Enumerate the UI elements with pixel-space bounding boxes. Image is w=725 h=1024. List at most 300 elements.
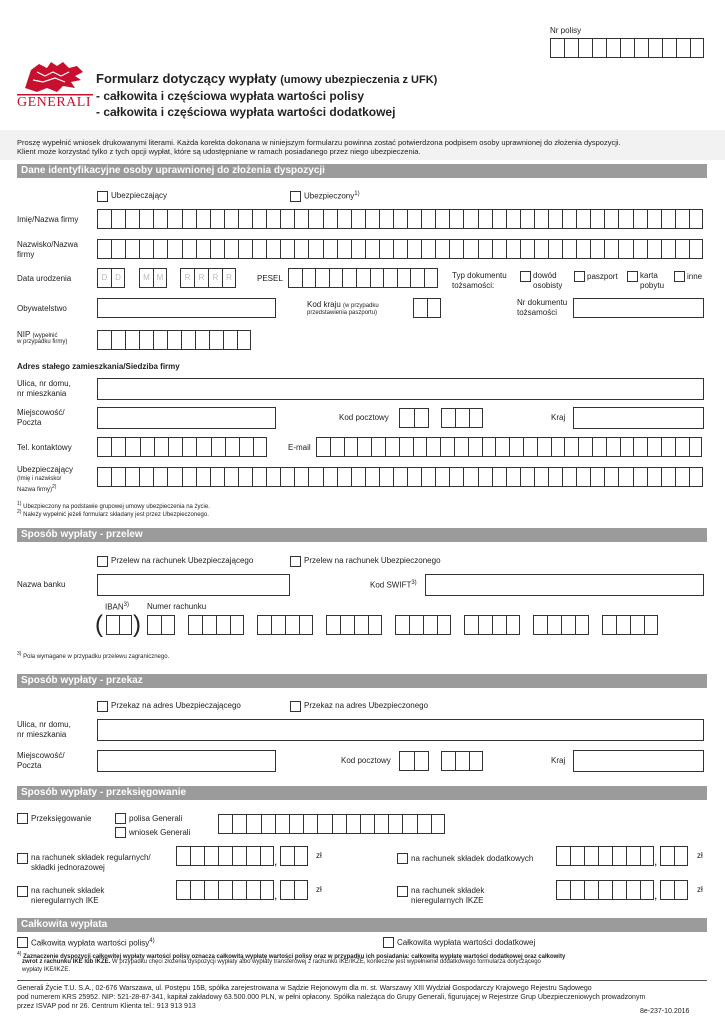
przekaz-ulica-field[interactable]	[97, 719, 704, 741]
cell[interactable]	[463, 239, 477, 259]
cell[interactable]	[351, 209, 365, 229]
account-group-8[interactable]	[602, 615, 658, 635]
cell[interactable]	[604, 467, 618, 487]
cell[interactable]	[323, 209, 337, 229]
cell[interactable]	[427, 298, 441, 318]
cell[interactable]	[602, 615, 616, 635]
account-group-1[interactable]	[147, 615, 175, 635]
kraj-field[interactable]	[573, 407, 704, 429]
cell[interactable]	[224, 239, 238, 259]
birth-year-field[interactable]: R R R R	[180, 268, 236, 288]
cell[interactable]	[449, 467, 463, 487]
cell[interactable]	[225, 437, 239, 457]
cell[interactable]	[374, 814, 388, 834]
cell[interactable]	[238, 239, 252, 259]
cell[interactable]	[407, 209, 421, 229]
cell[interactable]	[302, 268, 316, 288]
kod-swift-field[interactable]	[425, 574, 704, 596]
account-group-7[interactable]	[533, 615, 589, 635]
cell[interactable]	[562, 209, 576, 229]
cell[interactable]	[423, 615, 437, 635]
cell[interactable]	[556, 846, 570, 866]
cell[interactable]	[455, 408, 469, 428]
cell[interactable]	[413, 298, 427, 318]
cell[interactable]	[520, 467, 534, 487]
cell[interactable]	[351, 239, 365, 259]
cell[interactable]	[548, 239, 562, 259]
cell[interactable]	[689, 209, 703, 229]
cell[interactable]	[253, 437, 267, 457]
cell[interactable]	[534, 209, 548, 229]
cell[interactable]	[441, 408, 455, 428]
birth-month-field[interactable]: M M	[139, 268, 167, 288]
cell[interactable]	[230, 615, 244, 635]
cell[interactable]	[492, 467, 506, 487]
cell[interactable]	[238, 467, 252, 487]
cell[interactable]	[176, 846, 190, 866]
cell[interactable]	[299, 615, 313, 635]
cell[interactable]	[294, 239, 308, 259]
cell[interactable]	[360, 814, 374, 834]
cell[interactable]	[550, 38, 564, 58]
cell[interactable]	[440, 437, 454, 457]
cell[interactable]	[125, 239, 139, 259]
cell[interactable]	[342, 268, 356, 288]
cell[interactable]	[252, 239, 266, 259]
cell[interactable]	[97, 437, 111, 457]
cell[interactable]	[365, 239, 379, 259]
cell[interactable]	[147, 615, 161, 635]
cell[interactable]	[469, 751, 483, 771]
cell[interactable]	[612, 846, 626, 866]
cell[interactable]	[648, 38, 662, 58]
cell[interactable]	[139, 209, 153, 229]
przeksiegowanie-checkbox[interactable]	[17, 813, 28, 824]
cell[interactable]	[266, 467, 280, 487]
cell[interactable]	[578, 38, 592, 58]
cell[interactable]	[190, 846, 204, 866]
cell[interactable]	[570, 880, 584, 900]
cell[interactable]	[393, 239, 407, 259]
cell[interactable]	[329, 268, 343, 288]
cell[interactable]	[564, 437, 578, 457]
karta-pobytu-checkbox[interactable]	[627, 271, 638, 282]
cell[interactable]	[399, 751, 414, 771]
cell[interactable]	[533, 615, 547, 635]
cell[interactable]	[620, 38, 634, 58]
cell[interactable]	[204, 846, 218, 866]
cell[interactable]	[618, 467, 632, 487]
cell[interactable]	[218, 814, 232, 834]
cell[interactable]	[246, 880, 260, 900]
cell[interactable]	[661, 467, 675, 487]
cell[interactable]	[395, 615, 409, 635]
cell[interactable]	[576, 467, 590, 487]
dowod-checkbox[interactable]	[520, 271, 531, 282]
cell[interactable]	[660, 846, 674, 866]
policy-number-field[interactable]	[550, 38, 704, 58]
cell[interactable]	[294, 209, 308, 229]
cell[interactable]	[280, 467, 294, 487]
cell[interactable]	[315, 268, 329, 288]
calkowita-polisy-checkbox[interactable]	[17, 937, 28, 948]
cell[interactable]	[346, 814, 360, 834]
cell[interactable]	[125, 437, 139, 457]
cell[interactable]	[520, 209, 534, 229]
cell[interactable]	[564, 38, 578, 58]
cell[interactable]	[570, 846, 584, 866]
cell[interactable]	[548, 467, 562, 487]
iban-field[interactable]	[106, 615, 132, 635]
cell[interactable]	[506, 209, 520, 229]
cell[interactable]	[210, 209, 224, 229]
miejscowosc-field[interactable]	[97, 407, 276, 429]
cell[interactable]	[633, 467, 647, 487]
cell[interactable]	[604, 239, 618, 259]
cell[interactable]	[547, 615, 561, 635]
cell[interactable]	[294, 846, 308, 866]
cell[interactable]	[592, 437, 606, 457]
cell[interactable]	[211, 437, 225, 457]
przekaz-kod-1[interactable]	[399, 751, 429, 771]
cell[interactable]	[548, 209, 562, 229]
cell[interactable]	[280, 209, 294, 229]
cell[interactable]	[379, 209, 393, 229]
cell[interactable]	[280, 846, 294, 866]
cell[interactable]	[97, 330, 111, 350]
cell[interactable]	[182, 437, 196, 457]
cell[interactable]	[337, 209, 351, 229]
cell[interactable]	[689, 467, 703, 487]
cell[interactable]	[332, 814, 346, 834]
cell[interactable]	[218, 846, 232, 866]
cell[interactable]	[252, 467, 266, 487]
cell[interactable]	[556, 880, 570, 900]
pesel-field[interactable]	[288, 268, 438, 288]
cell[interactable]	[153, 209, 167, 229]
cell[interactable]	[330, 437, 344, 457]
cell[interactable]	[354, 615, 368, 635]
cell[interactable]	[454, 437, 468, 457]
cell[interactable]	[288, 268, 302, 288]
cell[interactable]	[689, 437, 703, 457]
dodatkowe-grosze[interactable]	[660, 846, 688, 866]
cell[interactable]	[167, 209, 181, 229]
przelew-ubezpieczony-checkbox[interactable]	[290, 556, 301, 567]
cell[interactable]	[441, 751, 455, 771]
cell[interactable]	[153, 330, 167, 350]
cell[interactable]	[520, 239, 534, 259]
cell[interactable]	[413, 437, 427, 457]
cell[interactable]	[125, 330, 139, 350]
cell[interactable]	[323, 239, 337, 259]
cell[interactable]	[365, 209, 379, 229]
cell[interactable]	[551, 437, 565, 457]
cell[interactable]	[224, 467, 238, 487]
cell[interactable]	[561, 615, 575, 635]
ubezpieczony-checkbox[interactable]	[290, 191, 301, 202]
cell[interactable]	[630, 615, 644, 635]
cell[interactable]	[181, 330, 195, 350]
cell[interactable]	[431, 814, 445, 834]
cell[interactable]	[590, 239, 604, 259]
przekaz-ubezpieczajacy-checkbox[interactable]	[97, 701, 108, 712]
cell[interactable]	[690, 38, 704, 58]
cell[interactable]	[534, 467, 548, 487]
cell[interactable]	[388, 814, 402, 834]
cell[interactable]	[167, 330, 181, 350]
kod-pocztowy-2[interactable]	[441, 408, 483, 428]
przekaz-miejscowosc-field[interactable]	[97, 750, 276, 772]
kod-kraju-field[interactable]	[413, 298, 441, 318]
account-group-6[interactable]	[464, 615, 520, 635]
cell[interactable]	[266, 209, 280, 229]
cell[interactable]	[409, 615, 423, 635]
cell[interactable]	[106, 615, 119, 635]
cell[interactable]	[399, 437, 413, 457]
cell[interactable]	[365, 467, 379, 487]
regularne-grosze[interactable]	[280, 846, 308, 866]
cell[interactable]	[618, 239, 632, 259]
wniosek-generali-checkbox[interactable]	[115, 827, 126, 838]
cell[interactable]	[675, 467, 689, 487]
cell[interactable]	[218, 880, 232, 900]
cell[interactable]	[421, 467, 435, 487]
cell[interactable]	[455, 751, 469, 771]
cell[interactable]	[562, 239, 576, 259]
cell[interactable]	[647, 467, 661, 487]
cell[interactable]	[223, 330, 237, 350]
cell[interactable]	[584, 880, 598, 900]
cell[interactable]	[592, 38, 606, 58]
cell[interactable]	[196, 239, 210, 259]
cell[interactable]	[647, 209, 661, 229]
cell[interactable]	[238, 209, 252, 229]
cell[interactable]	[661, 209, 675, 229]
cell[interactable]	[210, 239, 224, 259]
cell[interactable]	[393, 467, 407, 487]
cell[interactable]	[523, 437, 537, 457]
cell[interactable]	[437, 615, 451, 635]
cell[interactable]	[232, 814, 246, 834]
cell[interactable]	[616, 615, 630, 635]
cell[interactable]	[640, 846, 654, 866]
cell[interactable]	[674, 846, 688, 866]
paszport-checkbox[interactable]	[574, 271, 585, 282]
obywatelstwo-field[interactable]	[97, 298, 276, 318]
cell[interactable]	[469, 408, 483, 428]
cell[interactable]	[661, 437, 675, 457]
cell[interactable]	[239, 437, 253, 457]
cell[interactable]	[266, 239, 280, 259]
cell[interactable]	[634, 38, 648, 58]
cell[interactable]	[604, 209, 618, 229]
cell[interactable]	[252, 209, 266, 229]
cell[interactable]	[407, 239, 421, 259]
cell[interactable]	[271, 615, 285, 635]
cell[interactable]	[261, 814, 275, 834]
cell[interactable]	[606, 437, 620, 457]
cell[interactable]	[190, 880, 204, 900]
cell[interactable]	[224, 209, 238, 229]
account-group-5[interactable]	[395, 615, 451, 635]
cell[interactable]	[463, 209, 477, 229]
ikze-grosze[interactable]	[660, 880, 688, 900]
cell[interactable]	[640, 880, 654, 900]
cell[interactable]	[449, 239, 463, 259]
cell[interactable]	[379, 239, 393, 259]
cell[interactable]	[478, 209, 492, 229]
cell[interactable]	[167, 239, 181, 259]
cell[interactable]	[280, 880, 294, 900]
cell[interactable]	[303, 814, 317, 834]
cell[interactable]	[662, 38, 676, 58]
cell[interactable]	[449, 209, 463, 229]
cell[interactable]	[294, 880, 308, 900]
nip-field[interactable]	[97, 330, 251, 350]
cell[interactable]	[97, 467, 111, 487]
inne-checkbox[interactable]	[674, 271, 685, 282]
account-group-2[interactable]	[188, 615, 244, 635]
cell[interactable]	[414, 751, 429, 771]
cell[interactable]	[260, 880, 274, 900]
dodatkowe-amount[interactable]	[556, 846, 654, 866]
cell[interactable]	[468, 437, 482, 457]
cell[interactable]	[357, 437, 371, 457]
cell[interactable]	[356, 268, 370, 288]
cell[interactable]	[492, 239, 506, 259]
cell[interactable]	[317, 814, 331, 834]
cell[interactable]	[633, 239, 647, 259]
cell[interactable]	[660, 880, 674, 900]
cell[interactable]	[689, 239, 703, 259]
cell[interactable]	[246, 846, 260, 866]
cell[interactable]	[537, 437, 551, 457]
cell[interactable]	[316, 437, 330, 457]
cell[interactable]	[176, 880, 190, 900]
cell[interactable]	[168, 437, 182, 457]
cell[interactable]	[426, 437, 440, 457]
cell[interactable]	[344, 437, 358, 457]
cell[interactable]	[675, 209, 689, 229]
ike-amount[interactable]	[176, 880, 274, 900]
cell[interactable]	[209, 330, 223, 350]
cell[interactable]	[661, 239, 675, 259]
cell[interactable]	[633, 437, 647, 457]
cell[interactable]	[393, 209, 407, 229]
cell[interactable]	[620, 437, 634, 457]
cell[interactable]	[626, 846, 640, 866]
cell[interactable]	[139, 330, 153, 350]
nazwisko-field[interactable]	[97, 239, 703, 259]
cell[interactable]	[402, 814, 416, 834]
cell[interactable]	[647, 437, 661, 457]
cell[interactable]	[232, 880, 246, 900]
cell[interactable]	[463, 467, 477, 487]
calkowita-dodatkowej-checkbox[interactable]	[383, 937, 394, 948]
cell[interactable]	[482, 437, 496, 457]
cell[interactable]	[590, 467, 604, 487]
cell[interactable]	[125, 467, 139, 487]
cell[interactable]	[294, 467, 308, 487]
cell[interactable]	[506, 615, 520, 635]
cell[interactable]	[383, 268, 397, 288]
cell[interactable]	[464, 615, 478, 635]
cell[interactable]	[562, 467, 576, 487]
account-group-3[interactable]	[257, 615, 313, 635]
cell[interactable]	[308, 239, 322, 259]
cell[interactable]	[492, 615, 506, 635]
cell[interactable]	[351, 467, 365, 487]
cell[interactable]	[397, 268, 411, 288]
cell[interactable]	[612, 880, 626, 900]
ulica-field[interactable]	[97, 378, 704, 400]
cell[interactable]	[154, 437, 168, 457]
cell[interactable]	[421, 239, 435, 259]
birth-day-field[interactable]: D D	[97, 268, 125, 288]
cell[interactable]	[195, 330, 209, 350]
cell[interactable]	[140, 437, 154, 457]
cell[interactable]	[323, 467, 337, 487]
cell[interactable]	[676, 38, 690, 58]
cell[interactable]	[495, 437, 509, 457]
cell[interactable]	[370, 268, 384, 288]
kod-pocztowy-1[interactable]	[399, 408, 429, 428]
cell[interactable]	[196, 209, 210, 229]
cell[interactable]	[421, 209, 435, 229]
cell[interactable]	[188, 615, 202, 635]
cell[interactable]	[125, 209, 139, 229]
cell[interactable]	[111, 209, 125, 229]
cell[interactable]	[257, 615, 271, 635]
cell[interactable]	[598, 846, 612, 866]
cell[interactable]	[285, 615, 299, 635]
przekaz-kod-2[interactable]	[441, 751, 483, 771]
cell[interactable]	[182, 209, 196, 229]
cell[interactable]	[111, 467, 125, 487]
cell[interactable]	[337, 239, 351, 259]
cell[interactable]	[626, 880, 640, 900]
przekaz-kraj-field[interactable]	[573, 750, 704, 772]
cell[interactable]	[210, 467, 224, 487]
cell[interactable]	[161, 615, 175, 635]
tel-field[interactable]	[97, 437, 267, 457]
cell[interactable]	[674, 880, 688, 900]
cell[interactable]	[576, 209, 590, 229]
cell[interactable]	[435, 467, 449, 487]
cell[interactable]	[368, 615, 382, 635]
nazwa-banku-field[interactable]	[97, 574, 290, 596]
cell[interactable]	[202, 615, 216, 635]
cell[interactable]	[280, 239, 294, 259]
ubezpieczajacy-checkbox[interactable]	[97, 191, 108, 202]
cell[interactable]	[139, 239, 153, 259]
cell[interactable]	[575, 615, 589, 635]
cell[interactable]	[196, 437, 210, 457]
cell[interactable]	[275, 814, 289, 834]
cell[interactable]	[182, 239, 196, 259]
cell[interactable]	[478, 239, 492, 259]
przekaz-ubezpieczony-checkbox[interactable]	[290, 701, 301, 712]
cell[interactable]	[119, 615, 132, 635]
dodatkowe-checkbox[interactable]	[397, 853, 408, 864]
nr-dokumentu-field[interactable]	[573, 298, 704, 318]
cell[interactable]	[97, 239, 111, 259]
cell[interactable]	[196, 467, 210, 487]
cell[interactable]	[618, 209, 632, 229]
cell[interactable]	[399, 408, 414, 428]
cell[interactable]	[260, 846, 274, 866]
